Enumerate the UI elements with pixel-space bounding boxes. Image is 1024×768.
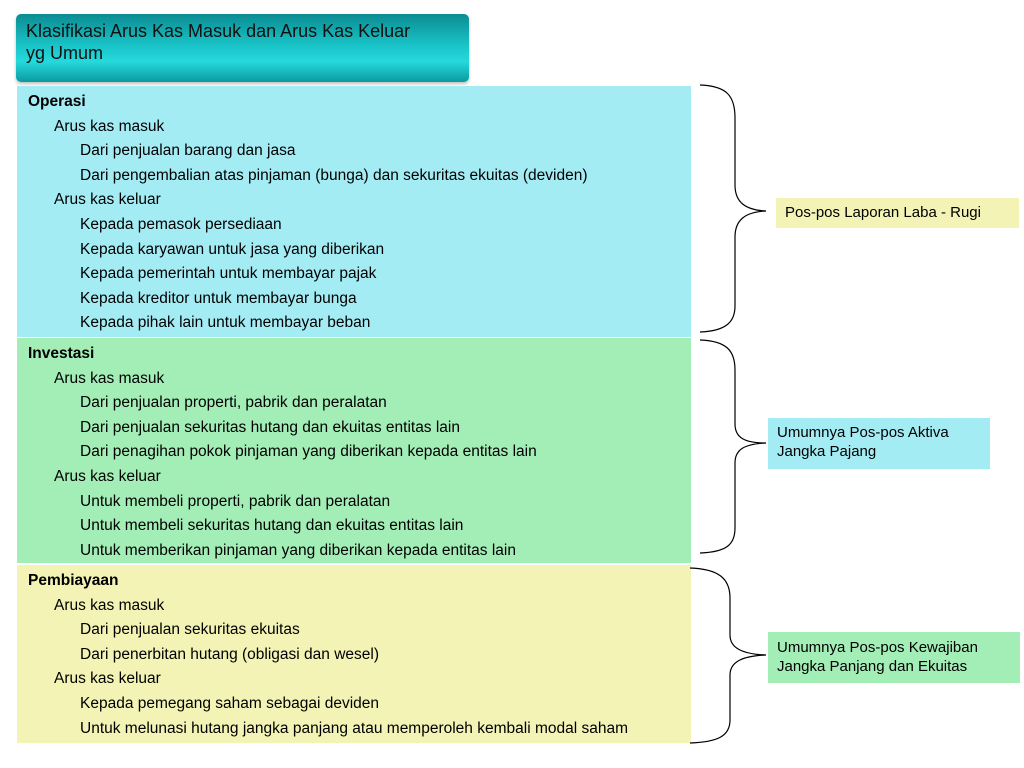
list-item: Untuk melunasi hutang jangka panjang atau memperoleh kembali modal saham xyxy=(80,719,628,737)
note-kewajiban xyxy=(768,632,1020,683)
title-line-2: yg Umum xyxy=(26,43,104,63)
list-item: Dari pengembalian atas pinjaman (bunga) dan sekuritas ekuitas (deviden) xyxy=(80,166,588,184)
outflow-label: Arus kas keluar xyxy=(54,191,161,209)
section-heading: Operasi xyxy=(28,93,86,110)
list-item: Kepada pemerintah untuk membayar pajak xyxy=(80,265,377,283)
note-laba-rugi xyxy=(776,198,1019,228)
note-aktiva xyxy=(768,418,990,469)
inflow-label: Arus kas masuk xyxy=(54,117,165,135)
section-heading: Investasi xyxy=(28,345,95,362)
note-line: Jangka Panjang dan Ekuitas xyxy=(777,658,968,675)
list-item: Dari penjualan sekuritas hutang dan ekuitas entitas lain xyxy=(80,418,460,436)
title-line-1: Klasifikasi Arus Kas Masuk dan Arus Kas Keluar xyxy=(26,21,411,41)
list-item: Dari penjualan properti, pabrik dan peralatan xyxy=(80,394,387,412)
note-line: Jangka Pajang xyxy=(777,443,877,460)
list-item: Kepada pemasok persediaan xyxy=(80,215,282,233)
inflow-label: Arus kas masuk xyxy=(54,369,165,387)
brace-operasi xyxy=(700,85,766,332)
list-item: Dari penjualan barang dan jasa xyxy=(80,142,296,160)
list-item: Kepada kreditor untuk membayar bunga xyxy=(80,289,357,307)
outflow-label: Arus kas keluar xyxy=(54,670,161,688)
note-line: Umumnya Pos-pos Kewajiban xyxy=(777,639,978,656)
list-item: Kepada pihak lain untuk membayar beban xyxy=(80,314,371,332)
list-item: Kepada karyawan untuk jasa yang diberikan xyxy=(80,240,385,258)
list-item: Dari penerbitan hutang (obligasi dan wesel) xyxy=(80,645,379,663)
inflow-label: Arus kas masuk xyxy=(54,596,165,614)
list-item: Dari penjualan sekuritas ekuitas xyxy=(80,621,300,639)
brace-pembiayaan xyxy=(690,568,766,743)
note-line: Umumnya Pos-pos Aktiva xyxy=(777,424,949,441)
note-line: Pos-pos Laporan Laba - Rugi xyxy=(785,204,981,221)
list-item: Dari penagihan pokok pinjaman yang diberikan kepada entitas lain xyxy=(80,443,537,461)
list-item: Untuk memberikan pinjaman yang diberikan kepada entitas lain xyxy=(80,541,516,559)
section-heading: Pembiayaan xyxy=(28,572,119,589)
list-item: Kepada pemegang saham sebagai deviden xyxy=(80,694,380,712)
list-item: Untuk membeli sekuritas hutang dan ekuitas entitas lain xyxy=(80,517,464,535)
brace-investasi xyxy=(700,340,766,553)
list-item: Untuk membeli properti, pabrik dan peralatan xyxy=(80,492,391,510)
outflow-label: Arus kas keluar xyxy=(54,467,161,485)
